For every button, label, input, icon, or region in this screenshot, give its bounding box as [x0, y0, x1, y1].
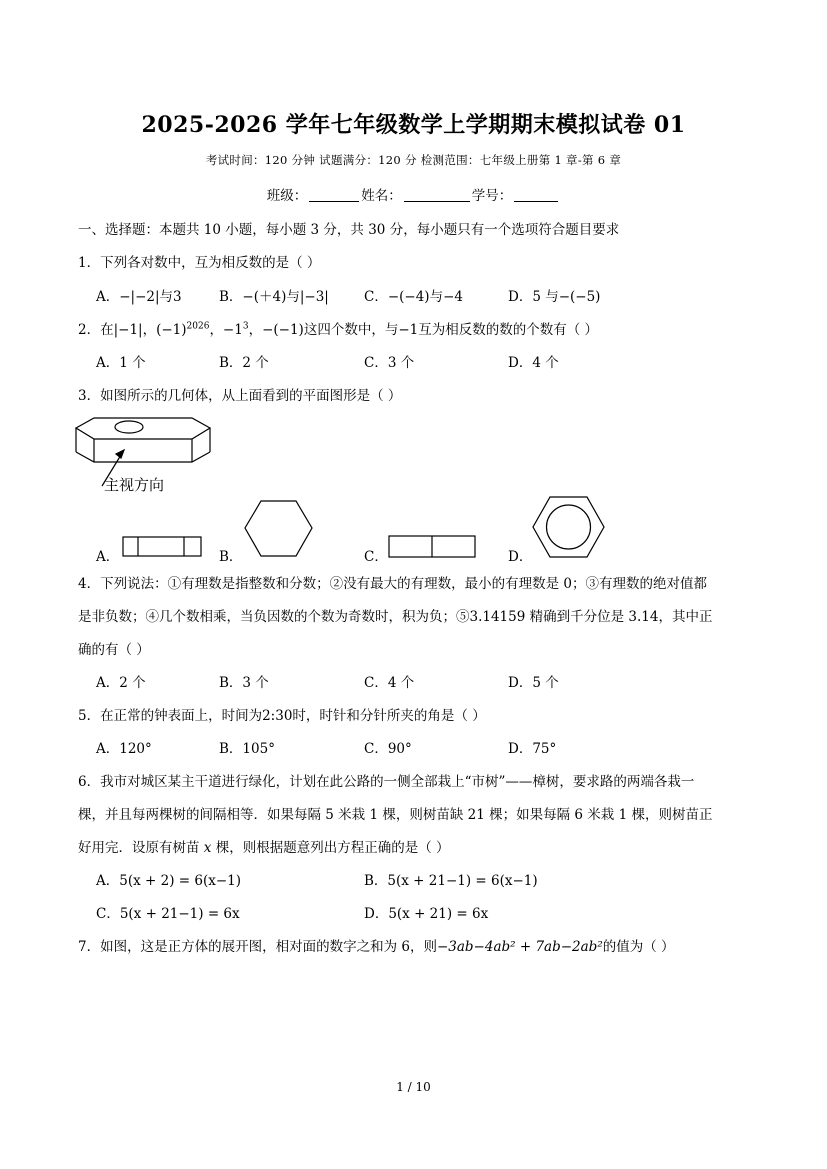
q3-option-a-shape [122, 536, 204, 558]
class-label: 班级： [266, 188, 308, 204]
q6-stem-line2: 棵，并且每两棵树的间隔相等．如果每隔 5 米栽 1 棵，则树苗缺 21 棵；如果每隔 6 米栽 1 棵，则树苗正 [78, 807, 713, 823]
q4-option-a: A．2 个 [96, 675, 146, 691]
q3-stem: 3．如图所示的几何体，从上面看到的平面图形是（ ） [78, 388, 402, 404]
q5-option-c: C．90° [364, 741, 412, 757]
exam-info: 考试时间：120 分钟 试题满分：120 分 检测范围：七年级上册第 1 章-第 6 章 [205, 153, 622, 167]
q5-option-a: A．120° [96, 741, 152, 757]
q2-stem [78, 318, 598, 338]
q3-option-c: C． [364, 549, 388, 565]
student-info-line [0, 184, 827, 204]
q4-option-c: C．4 个 [364, 675, 415, 691]
q6-variable: x [203, 840, 212, 856]
q3-option-d-hexagon-with-circle [532, 496, 606, 560]
q3-option-b-hexagon [244, 500, 314, 558]
q4-stem-line1: 4．下列说法：①有理数是指整数和分数；②没有最大的有理数，最小的有理数是 0；③有理数的绝对值都 [78, 576, 707, 592]
q6-option-c: C．5(x + 21−1) = 6x [96, 906, 240, 922]
q7-stem [78, 935, 675, 955]
hex-prism-hole [115, 421, 143, 433]
q2-option-a: A．1 个 [96, 355, 146, 371]
q4-stem-line3: 确的有（ ） [78, 642, 150, 658]
name-blank[interactable] [404, 187, 470, 202]
q3-option-d: D． [508, 549, 533, 565]
q5-stem: 5．在正常的钟表面上，时间为2:30时，时针和分针所夹的角是（ ） [78, 708, 486, 724]
name-label: 姓名： [361, 188, 402, 204]
q2-option-d: D．4 个 [508, 355, 559, 371]
q6-stem-line3 [78, 836, 450, 856]
q1-option-d: D．5 与−(−5) [508, 289, 601, 305]
id-blank[interactable] [514, 187, 558, 202]
q6-line3-pre: 好用完．设原有树苗 [78, 840, 204, 856]
q1-option-b: B．−(＋4)与|−3| [219, 289, 329, 305]
page-number: 1 / 10 [396, 1080, 431, 1094]
q4-option-b: B．3 个 [219, 675, 269, 691]
q1-option-c: C．−(−4)与−4 [364, 289, 463, 305]
q2-stem-mid: ，−1 [209, 322, 243, 338]
q4-option-d: D．5 个 [508, 675, 559, 691]
q2-option-b: B．2 个 [219, 355, 269, 371]
q4-stem-line2: 是非负数；④几个数相乘，当负因数的个数为奇数时，积为负；⑤3.14159 精确到千分位是 3.14，其中正 [78, 609, 713, 625]
q2-option-c: C．3 个 [364, 355, 415, 371]
q6-option-b: B．5(x + 21−1) = 6(x−1) [364, 873, 538, 889]
q7-stem-post: 的值为（ ） [602, 939, 675, 955]
q2-exponent-1: 2026 [186, 321, 210, 332]
q7-stem-pre: 7．如图，这是正方体的展开图，相对面的数字之和为 6，则 [78, 939, 437, 955]
q6-line3-post: 棵，则根据题意列出方程正确的是（ ） [211, 840, 450, 856]
q6-option-a: A．5(x + 2) = 6(x−1) [96, 873, 241, 889]
q2-stem-pre: 2．在|−1|，(−1) [78, 322, 187, 338]
exam-title: 2025-2026 学年七年级数学上学期期末模拟试卷 01 [141, 112, 686, 138]
q3-option-a: A． [96, 549, 120, 565]
q1-stem: 1．下列各对数中，互为相反数的是（ ） [78, 255, 321, 271]
q6-stem-line1: 6．我市对城区某主干道进行绿化，计划在此公路的一侧全部栽上“市树”——樟树，要求路的两端各栽一 [78, 774, 695, 790]
q1-option-a: A．−|−2|与3 [96, 289, 182, 305]
q3-option-b: B． [219, 549, 243, 565]
q5-option-b: B．105° [219, 741, 275, 757]
q5-option-d: D．75° [508, 741, 557, 757]
q3-option-c-shape [388, 535, 478, 559]
q2-exponent-2: 3 [242, 321, 249, 332]
q7-expression: −3ab−4ab² + 7ab−2ab² [436, 939, 603, 955]
section-heading: 一、选择题：本题共 10 小题，每小题 3 分，共 30 分，每小题只有一个选项符合题目要求 [78, 222, 620, 238]
q6-option-d: D．5(x + 21) = 6x [364, 906, 489, 922]
q3-figure-label: 主视方向 [104, 477, 165, 494]
q2-stem-post: ，−(−1)这四个数中，与−1互为相反数的数的个数有（ ） [248, 322, 599, 338]
id-label: 学号： [471, 188, 513, 204]
class-blank[interactable] [309, 187, 359, 202]
